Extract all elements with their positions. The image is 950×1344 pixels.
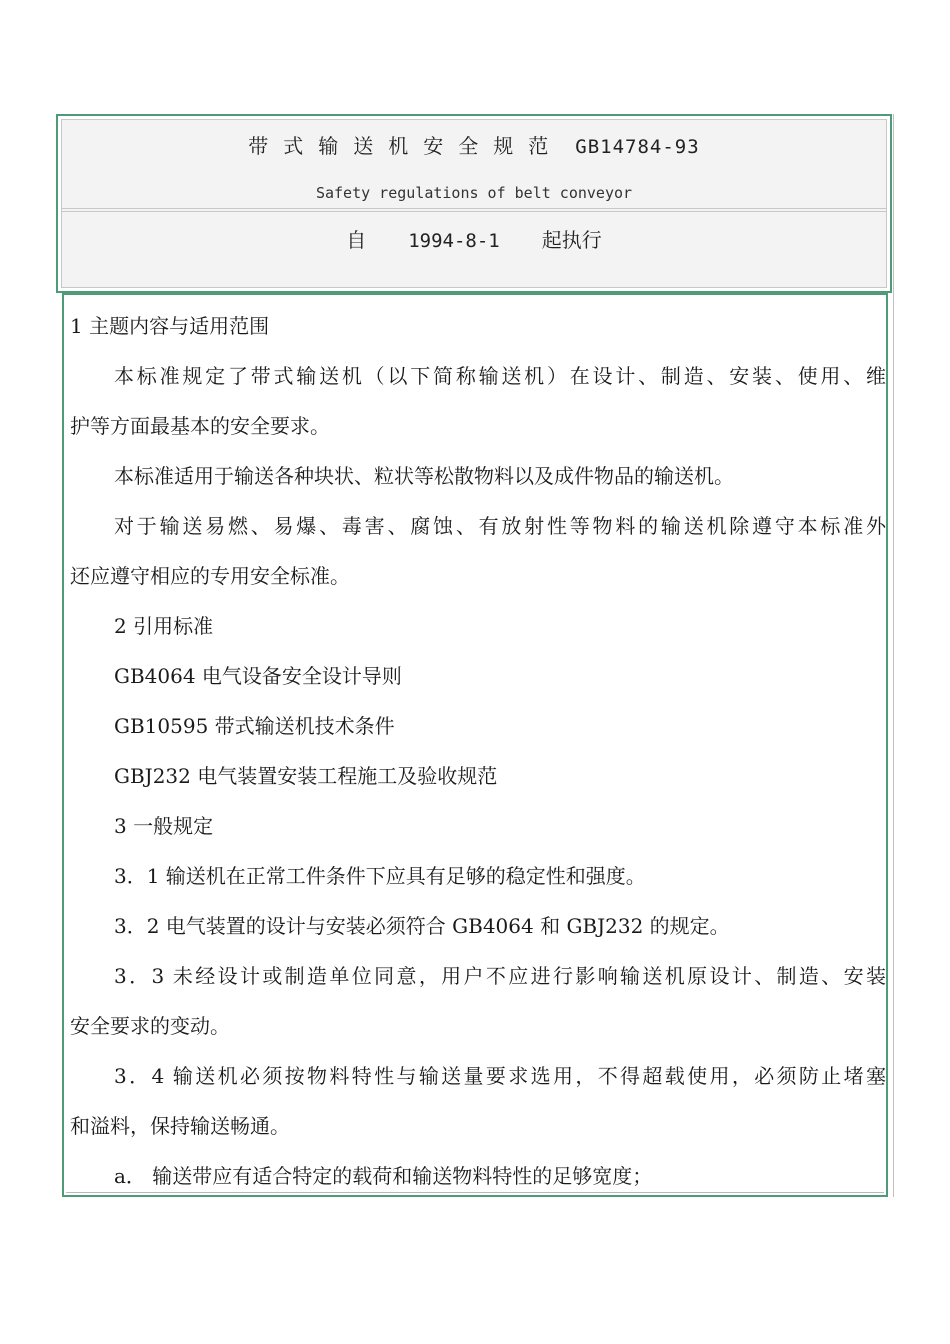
reference-standard: GBJ232 电气装置安装工程施工及验收规范 [114, 764, 498, 788]
paragraph-line: 本标准适用于输送各种块状、粒状等松散物料以及成件物品的输送机。 [114, 464, 734, 488]
right-border-line [893, 114, 894, 1197]
reference-standard: GB10595 带式输送机技术条件 [114, 714, 395, 738]
doc-title [62, 130, 886, 159]
body-table [62, 293, 888, 1197]
clause-item-a: a． 输送带应有适合特定的载荷和输送物料特性的足够宽度； [114, 1164, 653, 1188]
clause-3-4: 3．4 输送机必须按物料特性与输送量要求选用，不得超载使用，必须防止堵塞 [114, 1064, 886, 1088]
effective-row [62, 211, 886, 287]
effective-prefix: 自 [346, 228, 367, 252]
effective-date-line [62, 224, 886, 253]
clause-3-3: 3．3 未经设计或制造单位同意，用户不应进行影响输送机原设计、制造、安装 [114, 964, 886, 988]
clause-3-1: 3．1 输送机在正常工件条件下应具有足够的稳定性和强度。 [114, 864, 646, 888]
paragraph-line: 护等方面最基本的安全要求。 [70, 414, 330, 438]
doc-title-code: GB14784-93 [575, 136, 700, 158]
effective-suffix: 起执行 [541, 228, 602, 252]
section-1-heading: 1 主题内容与适用范围 [70, 314, 270, 338]
doc-subtitle-en: Safety regulations of belt conveyor [315, 184, 633, 202]
body-content [70, 301, 886, 1201]
header-inner [61, 119, 887, 288]
paragraph-line: 和溢料，保持输送畅通。 [70, 1114, 290, 1138]
reference-standard: GB4064 电气设备安全设计导则 [114, 664, 402, 688]
paragraph-line: 还应遵守相应的专用安全标准。 [70, 564, 350, 588]
section-3-heading: 3 一般规定 [114, 814, 214, 838]
header-table [56, 114, 892, 293]
paragraph-line: 安全要求的变动。 [70, 1014, 230, 1038]
paragraph-line: 对于输送易燃、易爆、毒害、腐蚀、有放射性等物料的输送机除遵守本标准外 [114, 514, 886, 538]
clause-3-2: 3．2 电气装置的设计与安装必须符合 GB4064 和 GBJ232 的规定。 [114, 914, 730, 938]
effective-date: 1994-8-1 [408, 230, 500, 252]
doc-title-zh: 带式输送机安全规范 [248, 134, 564, 158]
paragraph-line: 本标准规定了带式输送机（以下简称输送机）在设计、制造、安装、使用、维 [114, 364, 886, 388]
title-row [62, 120, 886, 209]
section-2-heading: 2 引用标准 [114, 614, 214, 638]
